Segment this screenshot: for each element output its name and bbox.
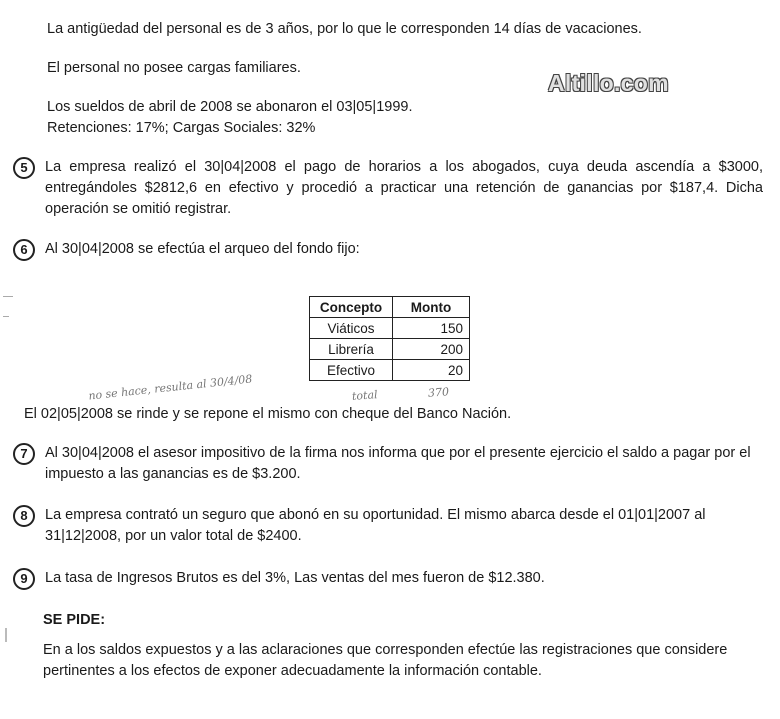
rendicion-text: El 02|05|2008 se rinde y se repone el mismo con cheque del Banco Nación. [24, 406, 512, 422]
intro-line-vacaciones: La antigüedad del personal es de 3 años, por lo que le corresponden 14 días de vacaciones. [47, 21, 642, 37]
concepto-cell: Efectivo [310, 360, 393, 381]
item-number-badge: 7 [13, 443, 35, 465]
watermark-logo: Altillo.com [548, 70, 669, 96]
item-number-badge: 5 [13, 157, 35, 179]
item-5-text: La empresa realizó el 30|04|2008 el pago de horarios a los abogados, cuya deuda ascendía a $3000, entregándoles $2812,6 en efectivo y procedió a practicar una retención de ganancias por $187,4. Dicha operación se omitió registrar. [45, 159, 763, 217]
se-pide-text: En a los saldos expuestos y a las aclaraciones que corresponden efectúe las registraciones que considere pertinentes a los efectos de exponer adecuadamente la información contable. [43, 642, 728, 679]
table-row [310, 339, 470, 360]
margin-mark [5, 628, 7, 642]
item-number-badge: 8 [13, 505, 35, 527]
item-number-badge: 6 [13, 239, 35, 261]
se-pide-title: SE PIDE: [43, 612, 106, 628]
fondo-fijo-table [309, 296, 470, 381]
margin-mark [3, 296, 13, 299]
item-8-text: La empresa contrató un seguro que abonó en su oportunidad. El mismo abarca desde el 01|01|2007 al 31|12|2008, por un valor total de $2400. [45, 507, 706, 544]
concepto-cell: Viáticos [310, 318, 393, 339]
item-6-text: Al 30|04|2008 se efectúa el arqueo del fondo fijo: [45, 241, 360, 257]
concepto-cell: Librería [310, 339, 393, 360]
column-header-concepto: Concepto [310, 297, 393, 318]
monto-cell: 200 [393, 339, 470, 360]
table-header-row [310, 297, 470, 318]
handwritten-note: no se hace, resulta al 30/4/08 [87, 372, 253, 403]
handwritten-total-value: 370 [427, 385, 450, 400]
item-9-text: La tasa de Ingresos Brutos es del 3%, Las ventas del mes fueron de $12.380. [45, 570, 545, 586]
column-header-monto: Monto [393, 297, 470, 318]
margin-mark [3, 316, 9, 319]
item-number-badge: 9 [13, 568, 35, 590]
intro-line-cargas: El personal no posee cargas familiares. [47, 60, 301, 76]
intro-line-sueldos: Los sueldos de abril de 2008 se abonaron el 03|05|1999. [47, 99, 413, 115]
monto-cell: 150 [393, 318, 470, 339]
handwritten-total-label: total [351, 388, 378, 403]
table-row [310, 360, 470, 381]
item-7-text: Al 30|04|2008 el asesor impositivo de la firma nos informa que por el presente ejercicio el saldo a pagar por el impuesto a las ganancias es de $3.200. [45, 445, 751, 482]
monto-cell: 20 [393, 360, 470, 381]
intro-line-retenciones: Retenciones: 17%; Cargas Sociales: 32% [47, 120, 316, 136]
table-row [310, 318, 470, 339]
